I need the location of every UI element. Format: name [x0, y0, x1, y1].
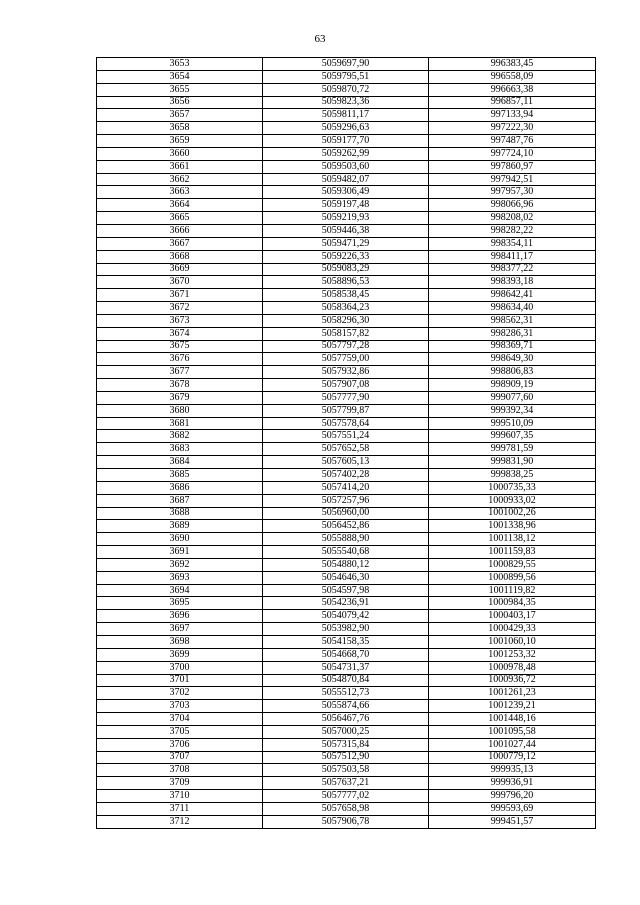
point-number-cell: 3691 [97, 546, 263, 559]
table-row [97, 314, 596, 327]
y-coordinate-cell: 998393,18 [429, 276, 596, 289]
point-number-cell: 3658 [97, 122, 263, 135]
table-row [97, 738, 596, 751]
point-number-cell: 3697 [97, 623, 263, 636]
x-coordinate-cell: 5059262,99 [263, 147, 429, 160]
y-coordinate-cell: 1001159,83 [429, 546, 596, 559]
y-coordinate-cell: 998354,11 [429, 237, 596, 250]
x-coordinate-cell: 5054597,98 [263, 584, 429, 597]
x-coordinate-cell: 5059226,33 [263, 250, 429, 263]
point-number-cell: 3674 [97, 327, 263, 340]
table-row [97, 674, 596, 687]
x-coordinate-cell: 5058538,45 [263, 289, 429, 302]
x-coordinate-cell: 5057652,58 [263, 443, 429, 456]
table-row [97, 276, 596, 289]
point-number-cell: 3683 [97, 443, 263, 456]
y-coordinate-cell: 999607,35 [429, 430, 596, 443]
table-row [97, 212, 596, 225]
x-coordinate-cell: 5059219,93 [263, 212, 429, 225]
y-coordinate-cell: 997724,10 [429, 147, 596, 160]
y-coordinate-cell: 998634,40 [429, 302, 596, 315]
y-coordinate-cell: 1001253,32 [429, 648, 596, 661]
coordinates-table-body [97, 58, 596, 829]
x-coordinate-cell: 5059083,29 [263, 263, 429, 276]
table-row [97, 507, 596, 520]
point-number-cell: 3693 [97, 571, 263, 584]
point-number-cell: 3681 [97, 417, 263, 430]
table-row [97, 96, 596, 109]
point-number-cell: 3655 [97, 83, 263, 96]
x-coordinate-cell: 5057512,90 [263, 751, 429, 764]
table-row [97, 777, 596, 790]
x-coordinate-cell: 5054236,91 [263, 597, 429, 610]
point-number-cell: 3702 [97, 687, 263, 700]
y-coordinate-cell: 1001239,21 [429, 700, 596, 713]
y-coordinate-cell: 998411,17 [429, 250, 596, 263]
y-coordinate-cell: 1001027,44 [429, 738, 596, 751]
point-number-cell: 3682 [97, 430, 263, 443]
x-coordinate-cell: 5059503,60 [263, 160, 429, 173]
point-number-cell: 3685 [97, 469, 263, 482]
point-number-cell: 3663 [97, 186, 263, 199]
point-number-cell: 3664 [97, 199, 263, 212]
y-coordinate-cell: 998806,83 [429, 366, 596, 379]
table-row [97, 135, 596, 148]
point-number-cell: 3705 [97, 725, 263, 738]
y-coordinate-cell: 998066,96 [429, 199, 596, 212]
point-number-cell: 3668 [97, 250, 263, 263]
table-row [97, 623, 596, 636]
x-coordinate-cell: 5057315,84 [263, 738, 429, 751]
x-coordinate-cell: 5057799,87 [263, 404, 429, 417]
point-number-cell: 3653 [97, 58, 263, 71]
table-row [97, 815, 596, 828]
y-coordinate-cell: 1000899,56 [429, 571, 596, 584]
table-row [97, 404, 596, 417]
y-coordinate-cell: 996558,09 [429, 70, 596, 83]
point-number-cell: 3661 [97, 160, 263, 173]
point-number-cell: 3669 [97, 263, 263, 276]
y-coordinate-cell: 1000429,33 [429, 623, 596, 636]
x-coordinate-cell: 5054870,84 [263, 674, 429, 687]
x-coordinate-cell: 5054731,37 [263, 661, 429, 674]
y-coordinate-cell: 997957,30 [429, 186, 596, 199]
y-coordinate-cell: 996857,11 [429, 96, 596, 109]
table-row [97, 224, 596, 237]
table-row [97, 635, 596, 648]
table-row [97, 790, 596, 803]
y-coordinate-cell: 996663,38 [429, 83, 596, 96]
table-row [97, 481, 596, 494]
y-coordinate-cell: 999936,91 [429, 777, 596, 790]
table-row [97, 661, 596, 674]
y-coordinate-cell: 999392,34 [429, 404, 596, 417]
point-number-cell: 3688 [97, 507, 263, 520]
x-coordinate-cell: 5057257,96 [263, 494, 429, 507]
x-coordinate-cell: 5059306,49 [263, 186, 429, 199]
x-coordinate-cell: 5057402,28 [263, 469, 429, 482]
x-coordinate-cell: 5055540,68 [263, 546, 429, 559]
y-coordinate-cell: 1000978,48 [429, 661, 596, 674]
y-coordinate-cell: 999796,20 [429, 790, 596, 803]
point-number-cell: 3698 [97, 635, 263, 648]
y-coordinate-cell: 999838,25 [429, 469, 596, 482]
x-coordinate-cell: 5057578,64 [263, 417, 429, 430]
table-row [97, 802, 596, 815]
x-coordinate-cell: 5059446,38 [263, 224, 429, 237]
y-coordinate-cell: 996383,45 [429, 58, 596, 71]
x-coordinate-cell: 5057777,90 [263, 391, 429, 404]
table-row [97, 83, 596, 96]
table-row [97, 237, 596, 250]
x-coordinate-cell: 5055512,73 [263, 687, 429, 700]
point-number-cell: 3677 [97, 366, 263, 379]
x-coordinate-cell: 5059823,36 [263, 96, 429, 109]
table-row [97, 725, 596, 738]
x-coordinate-cell: 5054668,70 [263, 648, 429, 661]
y-coordinate-cell: 998286,31 [429, 327, 596, 340]
point-number-cell: 3686 [97, 481, 263, 494]
point-number-cell: 3662 [97, 173, 263, 186]
y-coordinate-cell: 999781,59 [429, 443, 596, 456]
point-number-cell: 3696 [97, 610, 263, 623]
point-number-cell: 3670 [97, 276, 263, 289]
y-coordinate-cell: 1001338,96 [429, 520, 596, 533]
table-row [97, 186, 596, 199]
table-row [97, 391, 596, 404]
point-number-cell: 3667 [97, 237, 263, 250]
table-row [97, 597, 596, 610]
table-row [97, 160, 596, 173]
table-row [97, 584, 596, 597]
point-number-cell: 3684 [97, 456, 263, 469]
y-coordinate-cell: 998642,41 [429, 289, 596, 302]
table-row [97, 533, 596, 546]
x-coordinate-cell: 5057759,00 [263, 353, 429, 366]
table-row [97, 353, 596, 366]
table-row [97, 558, 596, 571]
y-coordinate-cell: 1001002,26 [429, 507, 596, 520]
point-number-cell: 3711 [97, 802, 263, 815]
y-coordinate-cell: 1001138,12 [429, 533, 596, 546]
table-row [97, 456, 596, 469]
table-row [97, 289, 596, 302]
point-number-cell: 3703 [97, 700, 263, 713]
y-coordinate-cell: 1001448,16 [429, 713, 596, 726]
table-row [97, 147, 596, 160]
x-coordinate-cell: 5059177,70 [263, 135, 429, 148]
y-coordinate-cell: 999831,90 [429, 456, 596, 469]
x-coordinate-cell: 5055888,90 [263, 533, 429, 546]
point-number-cell: 3692 [97, 558, 263, 571]
table-row [97, 327, 596, 340]
x-coordinate-cell: 5057932,86 [263, 366, 429, 379]
x-coordinate-cell: 5058896,53 [263, 276, 429, 289]
point-number-cell: 3665 [97, 212, 263, 225]
x-coordinate-cell: 5056960,00 [263, 507, 429, 520]
x-coordinate-cell: 5057907,08 [263, 379, 429, 392]
point-number-cell: 3656 [97, 96, 263, 109]
x-coordinate-cell: 5054880,12 [263, 558, 429, 571]
table-row [97, 173, 596, 186]
y-coordinate-cell: 999510,09 [429, 417, 596, 430]
y-coordinate-cell: 998369,71 [429, 340, 596, 353]
y-coordinate-cell: 998377,22 [429, 263, 596, 276]
x-coordinate-cell: 5054079,42 [263, 610, 429, 623]
table-row [97, 764, 596, 777]
table-row [97, 610, 596, 623]
point-number-cell: 3706 [97, 738, 263, 751]
table-row [97, 199, 596, 212]
y-coordinate-cell: 1001119,82 [429, 584, 596, 597]
point-number-cell: 3678 [97, 379, 263, 392]
coordinates-table [96, 57, 596, 829]
x-coordinate-cell: 5057658,98 [263, 802, 429, 815]
point-number-cell: 3679 [97, 391, 263, 404]
y-coordinate-cell: 1001060,10 [429, 635, 596, 648]
y-coordinate-cell: 998909,19 [429, 379, 596, 392]
table-row [97, 713, 596, 726]
page-number: 63 [314, 33, 326, 45]
table-row [97, 122, 596, 135]
y-coordinate-cell: 999935,13 [429, 764, 596, 777]
point-number-cell: 3708 [97, 764, 263, 777]
table-row [97, 58, 596, 71]
y-coordinate-cell: 998562,31 [429, 314, 596, 327]
x-coordinate-cell: 5059296,63 [263, 122, 429, 135]
y-coordinate-cell: 1001261,23 [429, 687, 596, 700]
point-number-cell: 3660 [97, 147, 263, 160]
x-coordinate-cell: 5058157,82 [263, 327, 429, 340]
table-row [97, 687, 596, 700]
x-coordinate-cell: 5057000,25 [263, 725, 429, 738]
x-coordinate-cell: 5057797,28 [263, 340, 429, 353]
x-coordinate-cell: 5055874,66 [263, 700, 429, 713]
y-coordinate-cell: 998649,30 [429, 353, 596, 366]
x-coordinate-cell: 5057906,78 [263, 815, 429, 828]
x-coordinate-cell: 5059471,29 [263, 237, 429, 250]
x-coordinate-cell: 5059795,51 [263, 70, 429, 83]
x-coordinate-cell: 5054158,35 [263, 635, 429, 648]
table-row [97, 443, 596, 456]
table-row [97, 751, 596, 764]
table-row [97, 302, 596, 315]
y-coordinate-cell: 997222,30 [429, 122, 596, 135]
y-coordinate-cell: 997487,76 [429, 135, 596, 148]
table-row [97, 366, 596, 379]
table-row [97, 250, 596, 263]
y-coordinate-cell: 997860,97 [429, 160, 596, 173]
x-coordinate-cell: 5059482,07 [263, 173, 429, 186]
table-row [97, 263, 596, 276]
x-coordinate-cell: 5057414,20 [263, 481, 429, 494]
point-number-cell: 3699 [97, 648, 263, 661]
table-row [97, 70, 596, 83]
point-number-cell: 3710 [97, 790, 263, 803]
y-coordinate-cell: 997133,94 [429, 109, 596, 122]
x-coordinate-cell: 5058364,23 [263, 302, 429, 315]
x-coordinate-cell: 5057777,02 [263, 790, 429, 803]
y-coordinate-cell: 1000984,35 [429, 597, 596, 610]
point-number-cell: 3695 [97, 597, 263, 610]
point-number-cell: 3666 [97, 224, 263, 237]
y-coordinate-cell: 999077,60 [429, 391, 596, 404]
table-row [97, 430, 596, 443]
point-number-cell: 3689 [97, 520, 263, 533]
point-number-cell: 3709 [97, 777, 263, 790]
table-row [97, 494, 596, 507]
point-number-cell: 3672 [97, 302, 263, 315]
point-number-cell: 3700 [97, 661, 263, 674]
point-number-cell: 3671 [97, 289, 263, 302]
y-coordinate-cell: 999451,57 [429, 815, 596, 828]
table-row [97, 520, 596, 533]
x-coordinate-cell: 5053982,90 [263, 623, 429, 636]
table-row [97, 379, 596, 392]
table-row [97, 417, 596, 430]
point-number-cell: 3675 [97, 340, 263, 353]
y-coordinate-cell: 997942,51 [429, 173, 596, 186]
x-coordinate-cell: 5057637,21 [263, 777, 429, 790]
point-number-cell: 3704 [97, 713, 263, 726]
x-coordinate-cell: 5058296,30 [263, 314, 429, 327]
point-number-cell: 3659 [97, 135, 263, 148]
y-coordinate-cell: 1000936,72 [429, 674, 596, 687]
x-coordinate-cell: 5057551,24 [263, 430, 429, 443]
x-coordinate-cell: 5057605,13 [263, 456, 429, 469]
y-coordinate-cell: 1000933,02 [429, 494, 596, 507]
table-row [97, 571, 596, 584]
y-coordinate-cell: 1000735,33 [429, 481, 596, 494]
point-number-cell: 3657 [97, 109, 263, 122]
point-number-cell: 3673 [97, 314, 263, 327]
point-number-cell: 3694 [97, 584, 263, 597]
point-number-cell: 3690 [97, 533, 263, 546]
point-number-cell: 3654 [97, 70, 263, 83]
y-coordinate-cell: 1000829,55 [429, 558, 596, 571]
y-coordinate-cell: 998208,02 [429, 212, 596, 225]
point-number-cell: 3680 [97, 404, 263, 417]
x-coordinate-cell: 5059811,17 [263, 109, 429, 122]
y-coordinate-cell: 1000779,12 [429, 751, 596, 764]
x-coordinate-cell: 5059197,48 [263, 199, 429, 212]
table-row [97, 469, 596, 482]
y-coordinate-cell: 1000403,17 [429, 610, 596, 623]
y-coordinate-cell: 998282,22 [429, 224, 596, 237]
point-number-cell: 3707 [97, 751, 263, 764]
table-row [97, 109, 596, 122]
x-coordinate-cell: 5056452,86 [263, 520, 429, 533]
y-coordinate-cell: 1001095,58 [429, 725, 596, 738]
x-coordinate-cell: 5054646,30 [263, 571, 429, 584]
x-coordinate-cell: 5057503,58 [263, 764, 429, 777]
x-coordinate-cell: 5056467,76 [263, 713, 429, 726]
point-number-cell: 3676 [97, 353, 263, 366]
point-number-cell: 3712 [97, 815, 263, 828]
table-row [97, 546, 596, 559]
x-coordinate-cell: 5059870,72 [263, 83, 429, 96]
y-coordinate-cell: 999593,69 [429, 802, 596, 815]
point-number-cell: 3687 [97, 494, 263, 507]
table-row [97, 700, 596, 713]
table-row [97, 340, 596, 353]
x-coordinate-cell: 5059697,90 [263, 58, 429, 71]
point-number-cell: 3701 [97, 674, 263, 687]
table-row [97, 648, 596, 661]
